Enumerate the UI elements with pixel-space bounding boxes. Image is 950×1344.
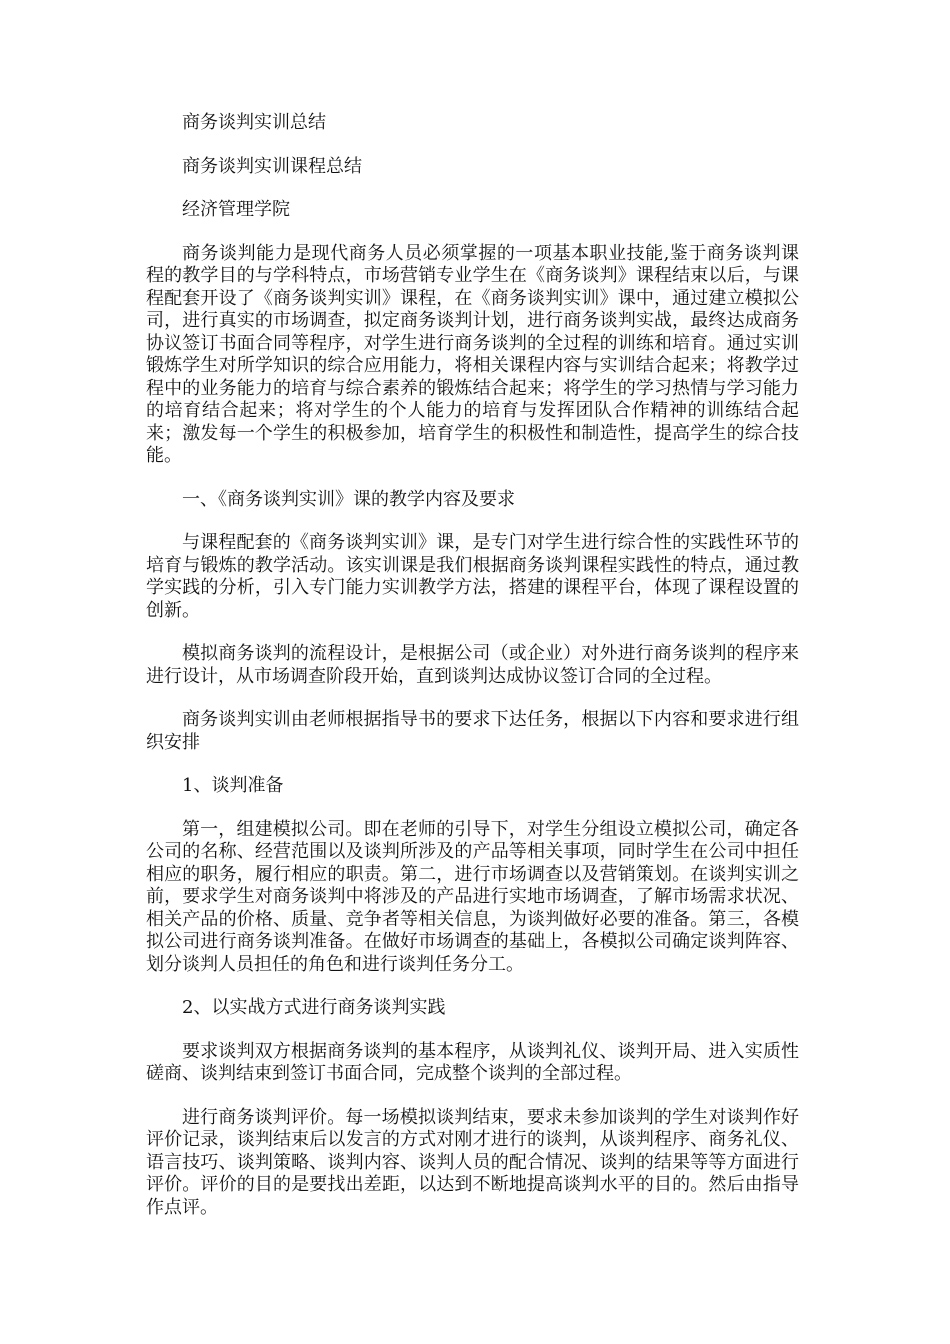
item-2-paragraph-2: 进行商务谈判评价。每一场模拟谈判结束，要求未参加谈判的学生对谈判作好评价记录，谈判结束后以发言的方式对刚才进行的谈判，从谈判程序、商务礼仪、语言技巧、谈判策略、谈判内容、谈判人员的配合情况、谈判的结果等等方面进行评价。评价的目的是要找出差距，以达到不断地提高谈判水平的目的。然后由指导作点评。	[146, 1106, 799, 1218]
item-1-paragraph: 第一，组建模拟公司。即在老师的引导下，对学生分组设立模拟公司，确定各公司的名称、经营范围以及谈判所涉及的产品等相关事项，同时学生在公司中担任相应的职务，履行相应的职责。第二，进行市场调查以及营销策划。在谈判实训之前，要求学生对商务谈判中将涉及的产品进行实地市场调查，了解市场需求状况、相关产品的价格、质量、竞争者等相关信息，为谈判做好必要的准备。第三，各模拟公司进行商务谈判准备。在做好市场调查的基础上，各模拟公司确定谈判阵容、划分谈判人员担任的角色和进行谈判任务分工。	[146, 818, 799, 975]
department-name: 经济管理学院	[182, 199, 290, 220]
section-1-paragraph-2: 模拟商务谈判的流程设计，是根据公司（或企业）对外进行商务谈判的程序来进行设计，从市场调查阶段开始，直到谈判达成协议签订合同的全过程。	[146, 643, 799, 687]
document-page	[146, 112, 799, 1240]
intro-paragraph: 商务谈判能力是现代商务人员必须掌握的一项基本职业技能,鉴于商务谈判课程的教学目的与学科特点，市场营销专业学生在《商务谈判》课程结束以后，与课程配套开设了《商务谈判实训》课程，在《商务谈判实训》课中，通过建立模拟公司，进行真实的市场调查，拟定商务谈判计划，进行商务谈判实战，最终达成商务协议签订书面合同等程序，对学生进行商务谈判的全过程的训练和培育。通过实训锻炼学生对所学知识的综合应用能力，将相关课程内容与实训结合起来；将教学过程中的业务能力的培育与综合素养的锻炼结合起来；将学生的学习热情与学习能力的培育结合起来；将对学生的个人能力的培育与发挥团队合作精神的训练结合起来；激发每一个学生的积极参加，培育学生的积极性和制造性，提高学生的综合技能。	[146, 242, 799, 466]
section-1-heading: 一、《商务谈判实训》课的教学内容及要求	[182, 488, 515, 510]
document-title: 商务谈判实训总结	[182, 112, 326, 133]
item-1-heading: 1、谈判准备	[182, 775, 284, 796]
document-subtitle: 商务谈判实训课程总结	[182, 155, 362, 177]
section-1-paragraph-3: 商务谈判实训由老师根据指导书的要求下达任务，根据以下内容和要求进行组织安排	[146, 709, 799, 753]
item-2-paragraph-1: 要求谈判双方根据商务谈判的基本程序，从谈判礼仪、谈判开局、进入实质性磋商、谈判结束到签订书面合同，完成整个谈判的全部过程。	[146, 1040, 799, 1084]
item-2-heading: 2、以实战方式进行商务谈判实践	[182, 997, 446, 1018]
section-1-paragraph-1: 与课程配套的《商务谈判实训》课，是专门对学生进行综合性的实践性环节的培育与锻炼的教学活动。该实训课是我们根据商务谈判课程实践性的特点，通过教学实践的分析，引入专门能力实训教学方法，搭建的课程平台，体现了课程设置的创新。	[146, 532, 799, 621]
